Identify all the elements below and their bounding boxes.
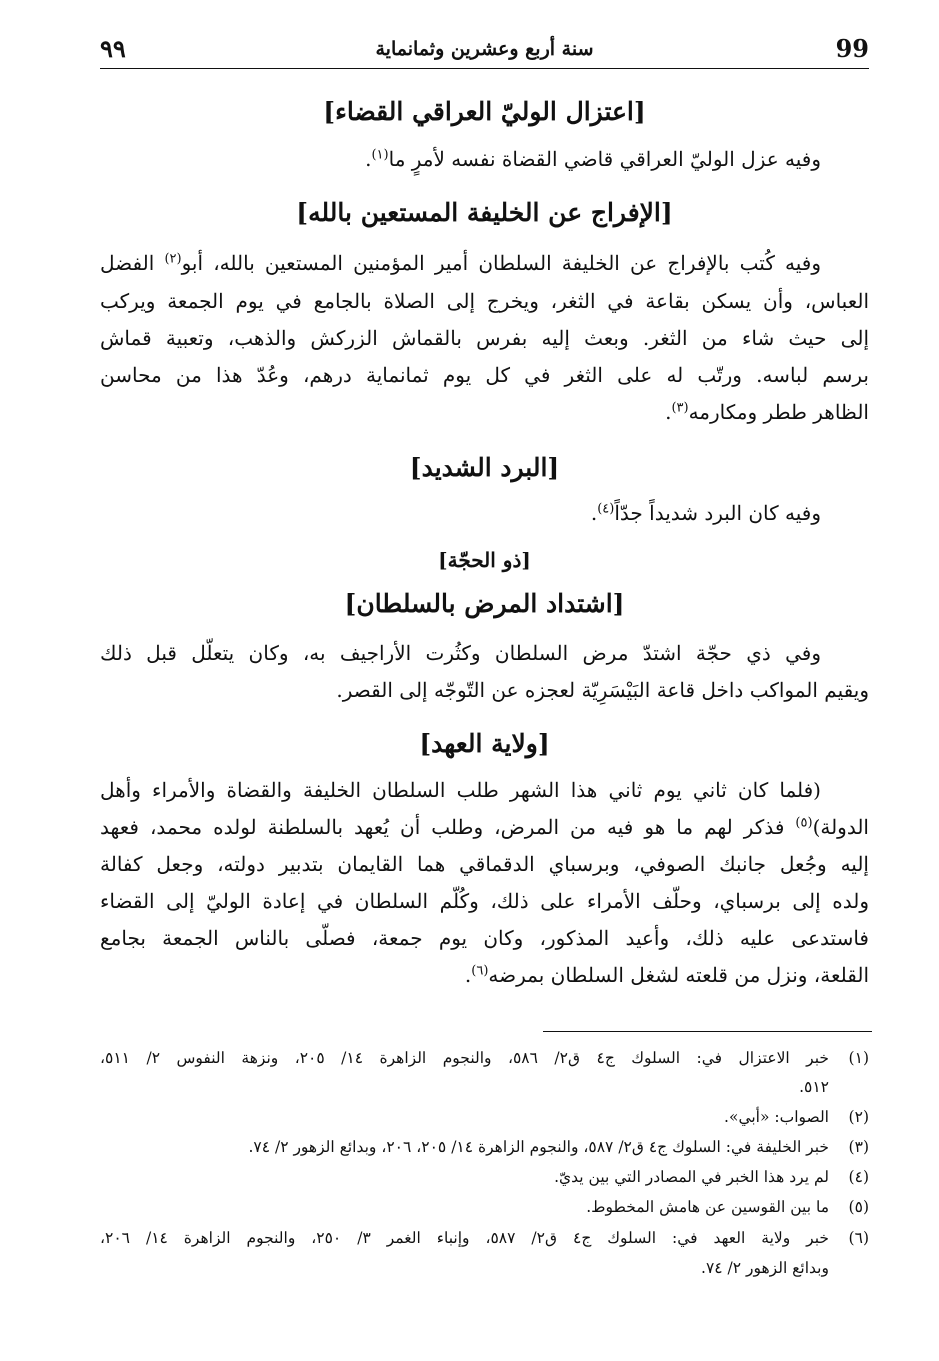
running-title: سنة أربع وعشرين وثمانماية — [375, 38, 594, 60]
page-number-latin: 99 — [835, 34, 869, 63]
month-heading: [ذو الحجّة] — [438, 548, 531, 572]
footnote-ref: (٦) — [471, 963, 489, 979]
footnote-1: (١)خبر الاعتزال في: السلوك ج٤ ق٢/ ٥٨٦، والنجوم الزاهرة ١٤/ ٢٠٥، ونزهة النفوس ٢/ ٥١١، — [100, 1049, 869, 1067]
paragraph-line: ولده إلى برسباي، وحلّف الأمراء على ذلك، وكُلّم السلطان في إعادة الوليّ إلى القضاء — [100, 889, 869, 913]
footnote-separator — [543, 1031, 872, 1032]
page-number-arabic: ٩٩ — [100, 34, 126, 63]
footnote-ref: (١) — [371, 147, 389, 163]
footnote-6: (٦)خبر ولاية العهد في: السلوك ج٤ ق٢/ ٥٨٧، وإنباء الغمر ٣/ ٢٥٠، والنجوم الزاهرة ١٤/ ٢٠٦، — [100, 1229, 869, 1247]
section-heading-resignation: [اعتزال الوليّ العراقي القضاء] — [323, 97, 646, 126]
paragraph-line: وفيه كُتب بالإفراج عن الخليفة السلطان أمير المؤمنين المستعين بالله، أبو$^{(٢)}$ الفضل — [100, 251, 821, 275]
paragraph-line: إلى حيث شاء من الثغر. وبعث إليه بفرس بالقماش الزركش والذهب، وتعبية قماش — [100, 326, 869, 350]
section-heading-illness: [اشتداد المرض بالسلطان] — [344, 589, 625, 618]
footnote-6-continuation: وبدائع الزهور ٢/ ٧٤. — [701, 1259, 829, 1277]
paragraph-line: العباس، وأن يسكن بقاعة في الثغر، ويخرج إلى الصلاة بالجامع في يوم الجمعة ويركب — [100, 289, 870, 313]
paragraph-line: برسم لباسه. ورتّب له على الثغر في كل يوم ثمانماية درهم، وعُدّ هذا من محاسن — [100, 363, 869, 387]
footnote-ref: (٤) — [597, 501, 615, 517]
paragraph-line: وفيه عزل الوليّ العراقي قاضي القضاة نفسه لأمرٍ ما$^{(١)}$. — [365, 147, 821, 171]
page-header — [100, 32, 869, 69]
paragraph-line: ويقيم المواكب داخل قاعة البَيْسَرِيّة لعجزه عن التّوجّه إلى القصر. — [336, 678, 869, 702]
paragraph-line: الظاهر ططر ومكارمه$^{(٣)}$. — [665, 400, 869, 424]
paragraph-line: القلعة، ونزل من قلعته لشغل السلطان بمرضه$^{(٦)}$. — [464, 963, 869, 987]
footnote-ref: (٢) — [164, 251, 182, 267]
paragraph-line: وفي ذي حجّة اشتدّ مرض السلطان وكثُرت الأراجيف به، وكان يتعلّل قبل ذلك — [100, 641, 821, 665]
paragraph-line: وفيه كان البرد شديداً جدّاً$^{(٤)}$. — [590, 501, 821, 525]
section-heading-succession: [ولاية العهد] — [419, 729, 550, 758]
section-heading-cold: [البرد الشديد] — [409, 453, 560, 482]
paragraph-line: (فلما كان ثاني يوم ثاني هذا الشهر طلب السلطان الخليفة والقضاة والأمراء وأهل — [100, 778, 821, 802]
section-heading-caliph-release: [الإفراج عن الخليفة المستعين بالله] — [296, 198, 673, 227]
footnote-3: (٣)خبر الخليفة في: السلوك ج٤ ق٢/ ٥٨٧، والنجوم الزاهرة ١٤/ ٢٠٥، ٢٠٦، وبدائع الزهور ٢/ ٧٤. — [248, 1138, 869, 1156]
footnote-5: (٥)ما بين القوسين عن هامش المخطوط. — [586, 1198, 869, 1216]
footnote-ref: (٣) — [671, 400, 689, 416]
footnote-ref: (٥) — [795, 815, 813, 831]
footnote-1-continuation: ٥١٢. — [799, 1078, 829, 1096]
paragraph-line: فاستدعى عليه ذلك، وأعيد المذكور، وكان يوم جمعة، فصلّى بالناس الجمعة بجامع — [100, 926, 869, 950]
footnote-4: (٤)لم يرد هذا الخبر في المصادر التي بين يديّ. — [554, 1168, 869, 1186]
paragraph-line: إليه وجُعل جانبك الصوفي، وبرسباي الدقماقي هما القايمان بتدبير دولته، وجعل كفالة — [100, 852, 869, 876]
footnote-2: (٢)الصواب: «أبي». — [724, 1108, 869, 1126]
paragraph-line: الدولة)$^{(٥)}$ فذكر لهم ما هو فيه من المرض، وطلب أن يُعهد بالسلطنة لولده محمد، فعهد — [100, 815, 869, 839]
